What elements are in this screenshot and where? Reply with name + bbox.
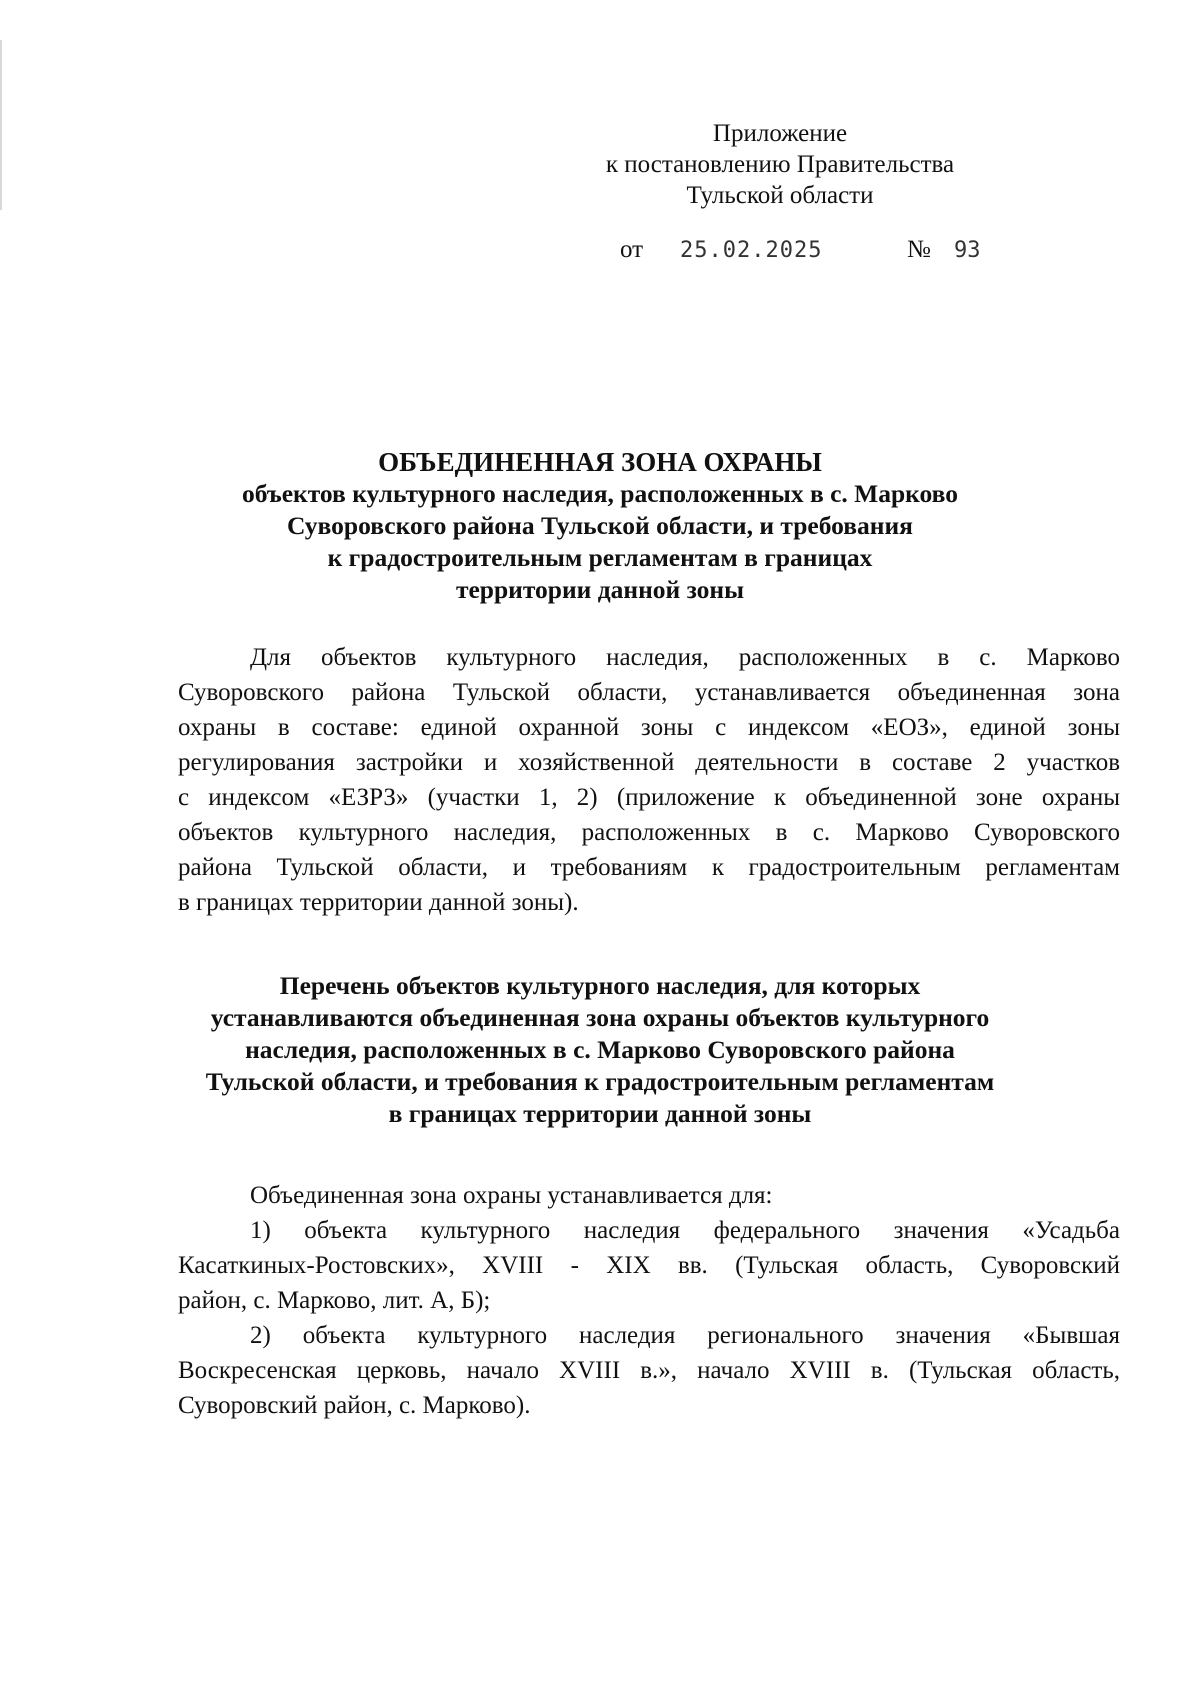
title-line-3: Суворовского района Тульской области, и требования (287, 511, 913, 540)
objects-list (178, 1178, 1120, 1423)
intro-paragraph (178, 640, 1120, 920)
list-item-2-line: 2) объекта культурного наследия регионального значения «Бывшая (250, 1322, 1120, 1349)
list-item-1-line: Касаткиных-Ростовских», XVIII - XIX вв. (Тульская область, Суворовский (178, 1252, 1120, 1279)
subtitle-line-3: наследия, расположенных в с. Марково Суворовского района (245, 1035, 955, 1064)
title-line-2: объектов культурного наследия, расположенных в с. Марково (242, 479, 958, 508)
number-label: № (907, 236, 931, 263)
intro-line: объектов культурного наследия, расположенных в с. Марково Суворовского (178, 819, 1120, 846)
list-lead: Объединенная зона охраны устанавливается для: (250, 1182, 773, 1209)
intro-line: с индексом «ЕЗРЗ» (участки 1, 2) (приложение к объединенной зоне охраны (178, 784, 1120, 811)
appendix-line-2: к постановлению Правительства (605, 151, 955, 178)
intro-line: в границах территории данной зоны). (178, 889, 579, 916)
scan-edge-mark (0, 40, 2, 210)
list-item-2-line: Суворовский район, с. Марково). (178, 1392, 531, 1419)
decree-date: 25.02.2025 (680, 238, 823, 263)
subtitle-line-5: в границах территории данной зоны (388, 1099, 812, 1128)
objects-list-heading (120, 970, 1080, 1130)
title-line-4: к градостроительным регламентам в границах (327, 543, 873, 572)
list-item-1-line: 1) объекта культурного наследия федерального значения «Усадьба (250, 1217, 1120, 1244)
list-item-1-line: район, с. Марково, лит. А, Б); (178, 1287, 491, 1314)
appendix-header (540, 118, 1020, 211)
intro-line: охраны в составе: единой охранной зоны с индексом «ЕОЗ», единой зоны (178, 714, 1120, 741)
decree-number: 93 (954, 238, 981, 263)
document-title (120, 446, 1080, 606)
subtitle-line-1: Перечень объектов культурного наследия, для которых (279, 971, 921, 1000)
list-item-2-line: Воскресенская церковь, начало XVIII в.», начало XVIII в. (Тульская область, (178, 1357, 1120, 1384)
appendix-line-3: Тульской области (686, 182, 874, 209)
appendix-line-1: Приложение (712, 120, 848, 147)
subtitle-line-2: устанавливаются объединенная зона охраны объектов культурного (210, 1003, 990, 1032)
title-line-1: ОБЪЕДИНЕННАЯ ЗОНА ОХРАНЫ (378, 447, 822, 477)
decree-date-line (620, 236, 1020, 270)
intro-line: Суворовского района Тульской области, устанавливается объединенная зона (178, 679, 1120, 706)
intro-line: района Тульской области, и требованиям к градостроительным регламентам (178, 854, 1120, 881)
intro-line: регулирования застройки и хозяйственной деятельности в составе 2 участков (178, 749, 1120, 776)
subtitle-line-4: Тульской области, и требования к градостроительным регламентам (205, 1067, 995, 1096)
from-label: от (620, 236, 644, 263)
intro-line: Для объектов культурного наследия, расположенных в с. Марково (250, 644, 1120, 671)
title-line-5: территории данной зоны (455, 575, 745, 604)
